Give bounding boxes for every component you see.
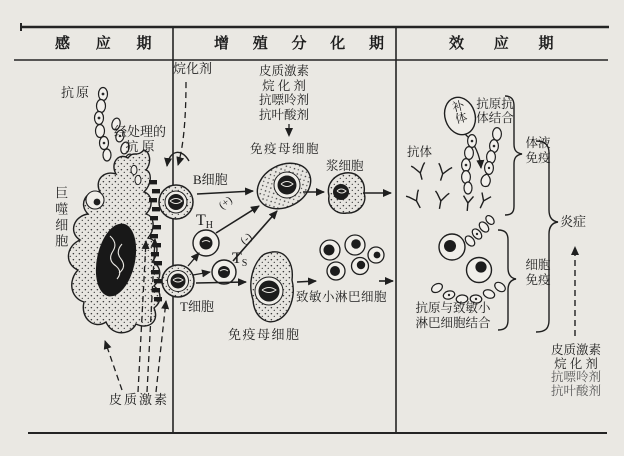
antigen-sensitized-binding-line1: 抗原与致敏小 <box>415 301 491 315</box>
cellular-binding-icon <box>430 214 507 304</box>
plasma-cell-label: 浆细胞 <box>326 159 364 173</box>
humoral-immunity-line2: 免疫 <box>525 151 551 165</box>
inflammation-label: 炎症 <box>560 214 587 229</box>
t-helper-cell <box>193 230 219 256</box>
inhibitor-mid-line3: 抗嘌呤剂 <box>258 93 309 107</box>
antigen-antibody-binding-line1: 抗原抗 <box>476 97 514 111</box>
immunoblast-bottom-cell <box>251 252 293 322</box>
complement-label: 补体 <box>449 98 469 126</box>
inhibitor-right-line2: 烷 化 剂 <box>554 356 598 371</box>
plasma-cell <box>328 173 365 214</box>
inhibitor-mid-line1: 皮质激素 <box>258 64 309 78</box>
antigen-antibody-complex-icon <box>462 128 502 194</box>
immunoblast-top-label: 免疫母细胞 <box>250 142 321 156</box>
alkylating-agent-label: 烷化剂 <box>173 61 213 76</box>
antigen-label: 抗原 <box>61 85 92 100</box>
macrophage-cell <box>68 150 162 333</box>
antibody-label: 抗体 <box>407 145 433 159</box>
minus-sign-label: (-) <box>238 230 255 248</box>
inhibitor-mid-line4: 抗叶酸剂 <box>258 107 309 122</box>
immunoblast-bottom-label: 免疫母细胞 <box>228 327 301 342</box>
processed-antigen-label-line2: 抗 原 <box>125 139 155 154</box>
b-cell <box>159 185 193 219</box>
antibody-icons <box>406 162 491 211</box>
header-induction-phase: 感 应 期 <box>55 36 163 52</box>
inhibitor-list-right <box>546 344 606 398</box>
cellular-brace <box>498 230 516 330</box>
corticosteroid-label: 皮质激素 <box>109 392 170 407</box>
plus-sign-label: (+) <box>216 194 235 212</box>
grouping-braces <box>498 96 558 332</box>
immunoblast-top-cell <box>249 154 318 217</box>
cellular-immunity-line2: 免疫 <box>525 273 551 287</box>
b-cell-label: B细胞 <box>193 172 228 187</box>
inhibitor-right-line1: 皮质激素 <box>550 343 601 357</box>
header-proliferation-phase: 增 殖 分 化 期 <box>214 36 395 52</box>
sensitized-lymphocytes-label: 致敏小淋巴细胞 <box>296 290 388 304</box>
cellular-immunity-line1: 细胞 <box>525 258 551 272</box>
t-suppressor-label: $T_S$ <box>232 250 248 269</box>
sensitized-lymphocytes <box>320 235 384 280</box>
processed-antigen-label-line1: 经处理的 <box>113 124 166 139</box>
humoral-immunity-line1: 体液 <box>525 136 551 150</box>
inhibitor-right-line3: 抗嘌呤剂 <box>550 370 601 384</box>
t-helper-label: $T_H$ <box>196 212 214 231</box>
inflammation-brace <box>536 141 558 332</box>
macrophage-label: 巨噬细胞 <box>53 186 69 250</box>
inhibitor-mid-line2: 烷 化 剂 <box>262 78 306 93</box>
header-effector-phase: 效 应 期 <box>449 36 567 52</box>
t-cell <box>162 265 194 297</box>
inhibitor-right-line4: 抗叶酸剂 <box>550 383 601 398</box>
antigen-antibody-binding-line2: 体结合 <box>476 111 514 125</box>
antigen-sensitized-binding-line2: 淋巴细胞结合 <box>415 315 491 330</box>
inhibitor-list-mid <box>252 64 316 122</box>
t-cell-label: T细胞 <box>180 299 214 314</box>
